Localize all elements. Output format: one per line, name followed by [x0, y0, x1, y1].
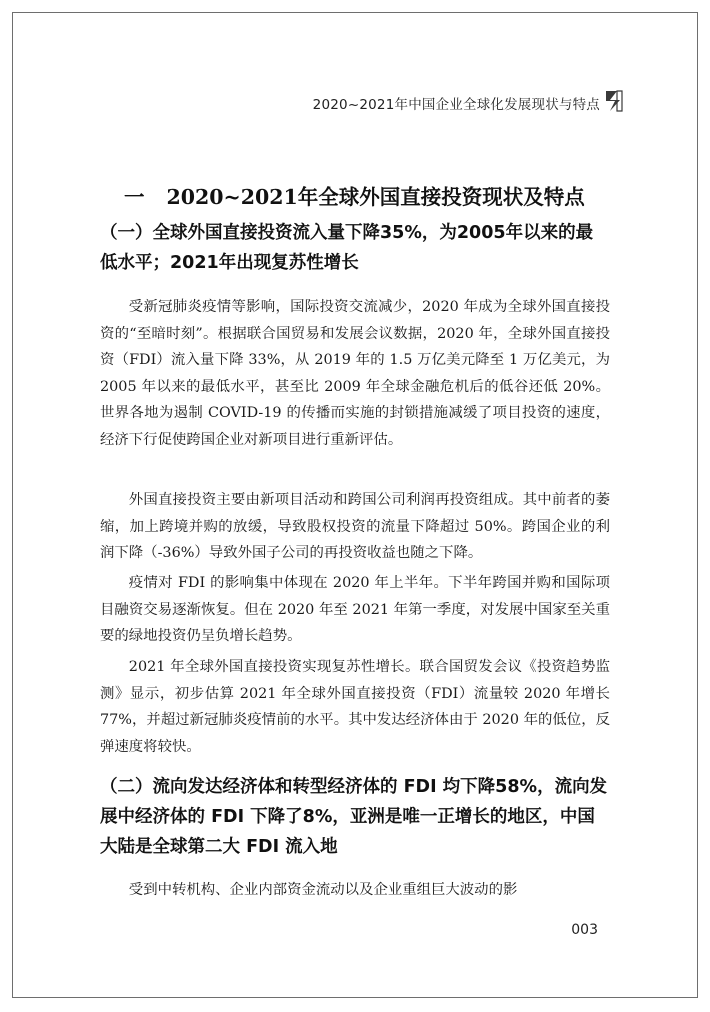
chapter-number: 一: [124, 184, 145, 209]
paragraph-1: 受新冠肺炎疫情等影响，国际投资交流减少，2020 年成为全球外国直接投资的“至暗时刻”。根据联合国贸易和发展会议数据，2020 年，全球外国直接投资（FDI）流入量下降 33%，从 2019 年的 1.5 万亿美元降至 1 万亿美元，为 2005 年以来的最低水平，甚至比 2009 年全球金融危机后的低谷还低 20%。世界各地为遏制 COVID-19 的传播而实施的封锁措施减缓了项目投资的速度，经济下行促使跨国企业对新项目进行重新评估。: [100, 299, 610, 448]
paragraph-4: 2021 年全球外国直接投资实现复苏性增长。联合国贸发会议《投资趋势监测》显示，初步估算 2021 年全球外国直接投资（FDI）流量较 2020 年增长 77%，并超过新冠肺炎疫情前的水平。其中发达经济体由于 2020 年的低位，反弹速度将较快。: [100, 659, 610, 755]
chapter-title: [124, 180, 585, 210]
running-header: 2020~2021年中国企业全球化发展现状与特点: [312, 97, 600, 113]
section-heading-2: （二）流向发达经济体和转型经济体的 FDI 均下降58%，流向发展中经济体的 FDI 下降了8%，亚洲是唯一正增长的地区，中国大陆是全球第二大 FDI 流入地: [100, 777, 608, 857]
paragraph-3: 疫情对 FDI 的影响集中体现在 2020 年上半年。下半年跨国并购和国际项目融资交易逐渐恢复。但在 2020 年至 2021 年第一季度，对发展中国家至关重要的绿地投资仍呈负增长趋势。: [100, 575, 610, 645]
chapter-marker-icon: [604, 89, 624, 113]
section-heading-1: （一）全球外国直接投资流入量下降35%，为2005年以来的最低水平；2021年出现复苏性增长: [100, 223, 594, 273]
paragraph-5: 受到中转机构、企业内部资金流动以及企业重组巨大波动的影: [128, 882, 518, 898]
chapter-title-text: 2020~2021年全球外国直接投资现状及特点: [166, 184, 585, 209]
paragraph-2: 外国直接投资主要由新项目活动和跨国公司利润再投资组成。其中前者的萎缩，加上跨境并购的放缓，导致股权投资的流量下降超过 50%。跨国企业的利润下降（-36%）导致外国子公司的再投资收益也随之下降。: [100, 492, 610, 562]
page-number: 003: [571, 922, 598, 938]
